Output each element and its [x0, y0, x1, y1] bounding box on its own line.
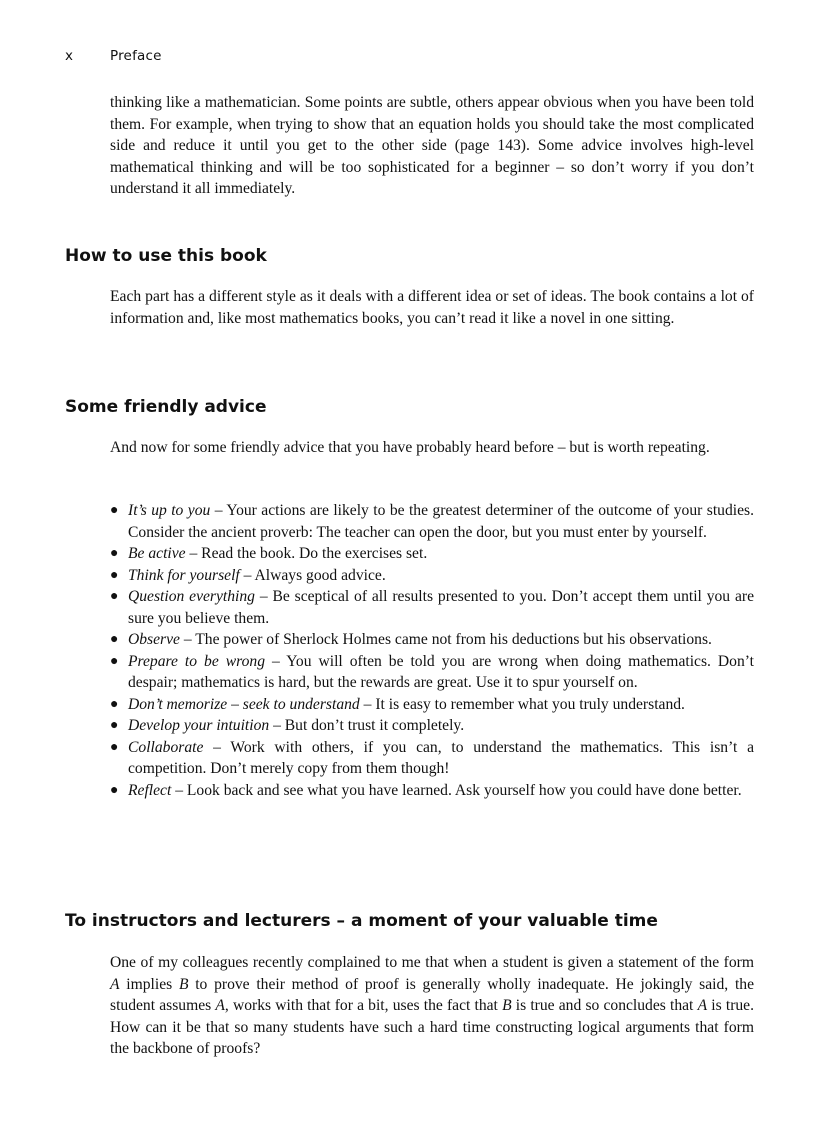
advice-item — [110, 500, 754, 543]
math-variable: B — [178, 975, 189, 993]
advice-text: – Read the book. Do the exercises set. — [185, 545, 428, 562]
intro-paragraph: thinking like a mathematician. Some points are subtle, others appear obvious when you have been told them. For example, when trying to show that an equation holds you should take the most complicated side and reduce it until you get to the other side (page 143). Some advice involves high-level mathematical thinking and will be too sophisticated for a beginner – so don’t worry if you don’t understand it all immediately. — [110, 94, 754, 197]
advice-item — [110, 694, 754, 716]
math-variable: A — [697, 997, 708, 1014]
instructors-heading: To instructors and lecturers – a moment of your valuable time — [65, 911, 658, 931]
instructors-text: is true. How can it be that so many students have such a hard time constructing logical arguments that form the backbone of proofs? — [110, 997, 754, 1057]
bullet-icon: ● — [110, 567, 119, 583]
advice-term: Prepare to be wrong — [128, 652, 266, 670]
advice-text: – But don’t trust it completely. — [269, 717, 465, 734]
advice-list — [110, 500, 754, 801]
advice-item — [110, 737, 754, 780]
bullet-icon: ● — [110, 782, 119, 798]
how-to-use-heading: How to use this book — [65, 246, 267, 266]
bullet-icon: ● — [110, 632, 119, 647]
math-variable: A — [110, 975, 120, 993]
bullet-icon: ● — [110, 739, 119, 755]
advice-term: Collaborate — [128, 738, 204, 756]
advice-text: – It is easy to remember what you truly understand. — [359, 695, 685, 713]
advice-term: Question everything — [128, 588, 255, 605]
intro-section — [110, 92, 754, 200]
instructors-section — [110, 952, 754, 1060]
advice-text: – Always good advice. — [239, 566, 386, 584]
running-head-title: Preface — [110, 48, 162, 64]
math-variable: A — [215, 997, 225, 1014]
advice-term: Think for yourself — [128, 566, 240, 584]
friendly-advice-intro: And now for some friendly advice that you have probably heard before – but is worth repeating. — [110, 439, 710, 456]
advice-text: – You will often be told you are wrong when doing mathematics. Don’t despair; mathematics is hard, but the rewards are great. Use it to spur yourself on. — [128, 652, 754, 691]
advice-text: – The power of Sherlock Holmes came not from his deductions but his observations. — [179, 631, 712, 648]
friendly-advice-heading: Some friendly advice — [65, 397, 267, 417]
advice-list-container — [110, 500, 754, 801]
advice-item — [110, 780, 754, 802]
bullet-icon: ● — [110, 718, 119, 733]
math-variable: B — [502, 997, 512, 1014]
advice-text: – Look back and see what you have learned. Ask yourself how you could have done better. — [171, 781, 742, 799]
advice-text: – Your actions are likely to be the greatest determiner of the outcome of your studies. Consider the ancient proverb: The teacher can open the door, but you must enter by yourself. — [128, 502, 754, 541]
advice-term: Be active — [128, 545, 186, 562]
bullet-icon: ● — [110, 503, 119, 518]
advice-text: – Be sceptical of all results presented to you. Don’t accept them until you are sure you believe them. — [128, 588, 754, 627]
advice-item — [110, 565, 754, 587]
bullet-icon: ● — [110, 696, 119, 712]
bullet-icon: ● — [110, 589, 119, 604]
advice-item — [110, 586, 754, 629]
instructors-paragraph — [110, 952, 754, 1060]
advice-item — [110, 651, 754, 694]
instructors-text: is true and so concludes that — [511, 997, 698, 1014]
advice-item — [110, 543, 754, 565]
instructors-text: to prove their method of proof is generally wholly inadequate. He jokingly said, the student assumes — [110, 975, 754, 1014]
advice-term: Observe — [128, 631, 180, 648]
friendly-advice-section — [110, 437, 754, 459]
advice-item — [110, 629, 754, 651]
advice-term: It’s up to you — [128, 502, 211, 519]
advice-term: Don’t memorize – seek to understand — [128, 695, 360, 713]
instructors-text: One of my colleagues recently complained to me that when a student is given a statement of the form — [110, 954, 754, 971]
advice-term: Reflect — [128, 781, 172, 799]
how-to-use-section — [110, 286, 754, 329]
advice-term: Develop your intuition — [128, 717, 270, 734]
page-number: x — [65, 48, 74, 64]
advice-text: – Work with others, if you can, to understand the mathematics. This isn’t a competition. Don’t merely copy from them though! — [128, 738, 754, 777]
bullet-icon: ● — [110, 653, 119, 669]
instructors-text: implies — [119, 975, 179, 993]
advice-item — [110, 715, 754, 737]
running-head — [65, 48, 162, 64]
bullet-icon: ● — [110, 546, 119, 561]
instructors-text: , works with that for a bit, uses the fact that — [224, 997, 503, 1014]
how-to-use-paragraph: Each part has a different style as it deals with a different idea or set of ideas. The book contains a lot of information and, like most mathematics books, you can’t read it like a novel in one sitting. — [110, 288, 754, 327]
